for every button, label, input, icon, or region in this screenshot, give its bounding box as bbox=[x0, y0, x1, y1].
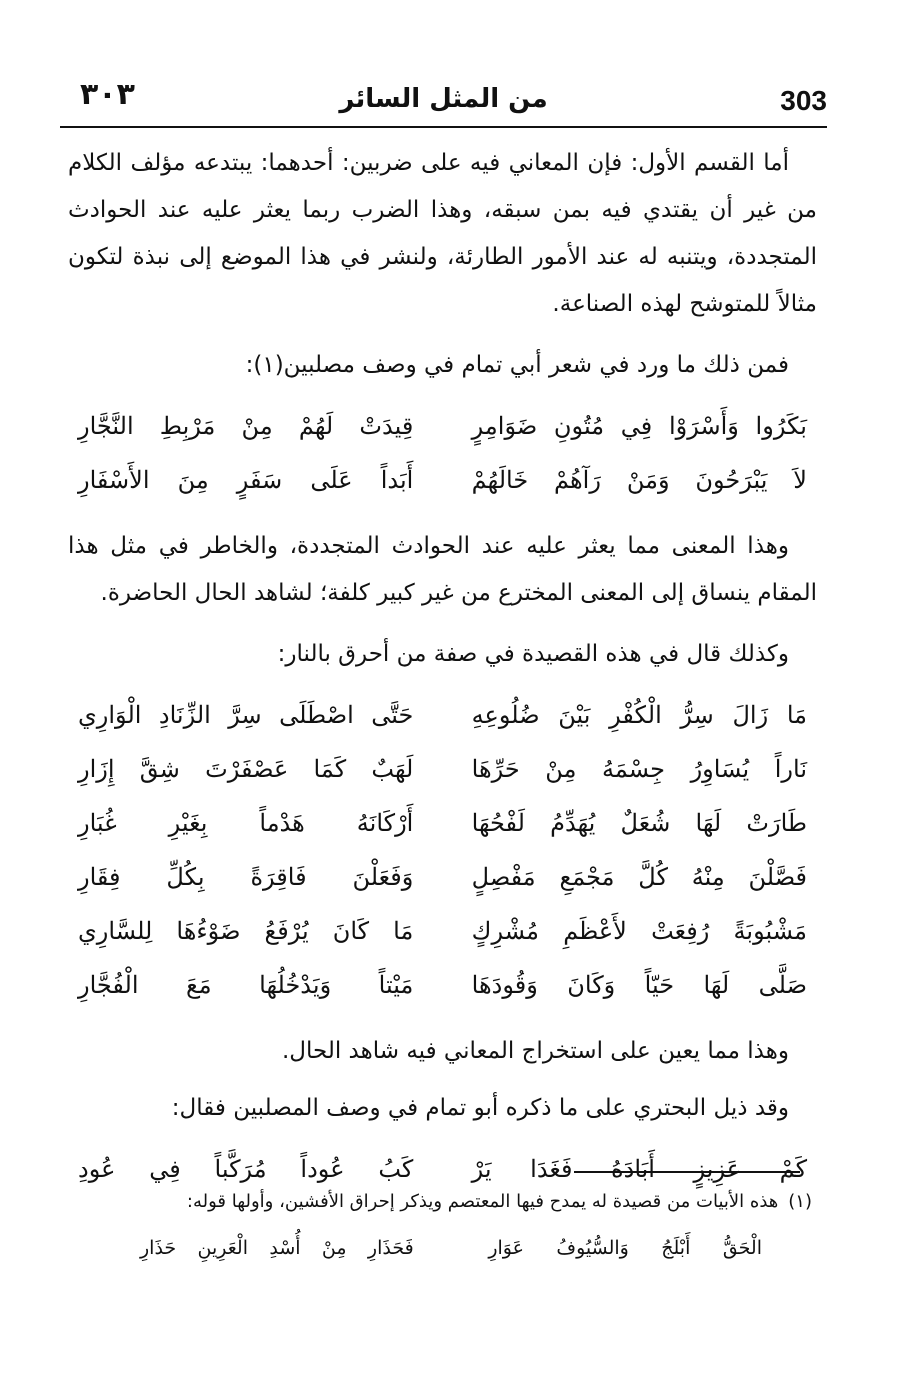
verse-line bbox=[78, 742, 807, 796]
verse-first-hemistich: صَلَّى لَهَا حَيّاً وَكَانَ وَقُودَهَا bbox=[471, 971, 807, 999]
footnote-text: هذه الأبيات من قصيدة له يمدح فيها المعتصم ويذكر إحراق الأفشين، وأولها قوله: bbox=[186, 1191, 779, 1212]
verse-line bbox=[78, 958, 807, 1012]
page-header bbox=[60, 78, 827, 128]
paragraph-fire: وكذلك قال في هذه القصيدة في صفة من أحرق بالنار: bbox=[277, 641, 789, 667]
verse-line bbox=[78, 688, 807, 742]
verse-second-hemistich: مَيْتاً وَيَدْخُلُهَا مَعَ الْفُجَّارِ bbox=[78, 971, 414, 999]
verses-fire bbox=[68, 688, 817, 1012]
verses-crucified bbox=[68, 399, 817, 507]
verse-first-hemistich: فَصَّلْنَ مِنْهُ كُلَّ مَجْمَعِ مَفْصِلٍ bbox=[471, 863, 807, 891]
footnote bbox=[100, 1182, 812, 1274]
verse-line bbox=[78, 399, 807, 453]
paragraph-conclusion: وهذا مما يعين على استخراج المعاني فيه شاهد الحال. bbox=[281, 1038, 789, 1064]
verse-first-hemistich: مَشْبُوبَةً رُفِعَتْ لأَعْظَمِ مُشْرِكٍ bbox=[471, 917, 807, 945]
verse-second-hemistich: قِيدَتْ لَهُمْ مِنْ مَرْبِطِ النَّجَّارِ bbox=[78, 412, 414, 440]
verse-second-hemistich: مَا كَانَ يُرْفَعُ ضَوْءُهَا لِلسَّارِي bbox=[78, 917, 414, 945]
running-title: من المثل السائر bbox=[339, 84, 548, 114]
paragraph-commentary: وهذا المعنى مما يعثر عليه عند الحوادث المتجددة، والخاطر في مثل هذا المقام ينساق إلى المعنى المخترع من غير كبير كلفة؛ لشاهد الحال الحاضرة. bbox=[68, 533, 817, 606]
verse-second-hemistich: كَبُ عُوداً مُرَكَّباً فِي عُودِ bbox=[78, 1155, 414, 1183]
paragraph-buhturi: وقد ذيل البحتري على ما ذكره أبو تمام في وصف المصلبين فقال: bbox=[171, 1095, 789, 1121]
footnote-text-line bbox=[100, 1182, 812, 1222]
verse-first-hemistich: لاَ يَبْرَحُونَ وَمَنْ رَآهُمْ خَالَهُمْ bbox=[471, 466, 807, 494]
paragraph-abu-tammam: فمن ذلك ما ورد في شعر أبي تمام في وصف مصلبين(١): bbox=[245, 352, 789, 378]
page-number-arabic: ٣٠٣ bbox=[80, 77, 135, 112]
verse-second-hemistich: أَبَداً عَلَى سَفَرٍ مِنَ الأَسْفَارِ bbox=[78, 466, 414, 494]
verse-line bbox=[78, 453, 807, 507]
verse-first-hemistich: بَكَرُوا وَأَسْرَوْا فِي مُتُونِ ضَوَامِرٍ bbox=[471, 412, 807, 440]
verse-line bbox=[78, 850, 807, 904]
paragraph-intro: أما القسم الأول: فإن المعاني فيه على ضربين: أحدهما: يبتدعه مؤلف الكلام من غير أن يقتدي فيه بمن سبقه، وهذا الضرب ربما يعثر عليه عند الحوادث المتجددة، ويتنبه له عند الأمور الطارئة، ولنشر في هذا الموضع إلى نبذة لتكون مثالاً للمتوشح لهذه الصناعة. bbox=[68, 150, 817, 317]
page-body bbox=[68, 140, 817, 1212]
verse-first-hemistich: مَا زَالَ سِرُّ الْكُفْرِ بَيْنَ ضُلُوعِهِ bbox=[471, 701, 807, 729]
verse-first-hemistich: طَارَتْ لَهَا شُعَلٌ يُهَدِّمُ لَفْحُهَا bbox=[471, 809, 807, 837]
verse-second-hemistich: فَحَذَارِ مِنْ أُسْدِ الْعَرِينِ حَذَارِ bbox=[140, 1237, 414, 1259]
page-number: 303 bbox=[780, 85, 827, 116]
footnote-marker: (١) bbox=[788, 1191, 812, 1212]
verse-first-hemistich: كَمْ عَزِيزٍ أَبَادَهُ فَغَدَا يَرْ bbox=[471, 1155, 807, 1183]
verse-second-hemistich: أَرْكَانَهُ هَدْماً بِغَيْرِ غُبَارِ bbox=[78, 809, 414, 837]
footnote-divider bbox=[574, 1171, 800, 1173]
verse-second-hemistich: لَهَبٌ كَمَا عَصْفَرْتَ شِقَّ إِزَارِ bbox=[78, 755, 414, 783]
verse-second-hemistich: حَتَّى اصْطَلَى سِرَّ الزِّنَادِ الْوَارِي bbox=[78, 701, 414, 729]
verse-first-hemistich: الْحَقُّ أَبْلَجُ وَالسُّيُوفُ عَوَارِ bbox=[488, 1237, 762, 1259]
footnote-verse bbox=[100, 1222, 812, 1274]
verse-line bbox=[78, 904, 807, 958]
verse-line bbox=[78, 796, 807, 850]
verse-first-hemistich: نَاراً يُسَاوِرُ جِسْمَهُ مِنْ حَرِّهَا bbox=[471, 755, 807, 783]
verse-second-hemistich: وَفَعَلْنَ فَاقِرَةً بِكُلِّ فِقَارِ bbox=[78, 863, 414, 891]
